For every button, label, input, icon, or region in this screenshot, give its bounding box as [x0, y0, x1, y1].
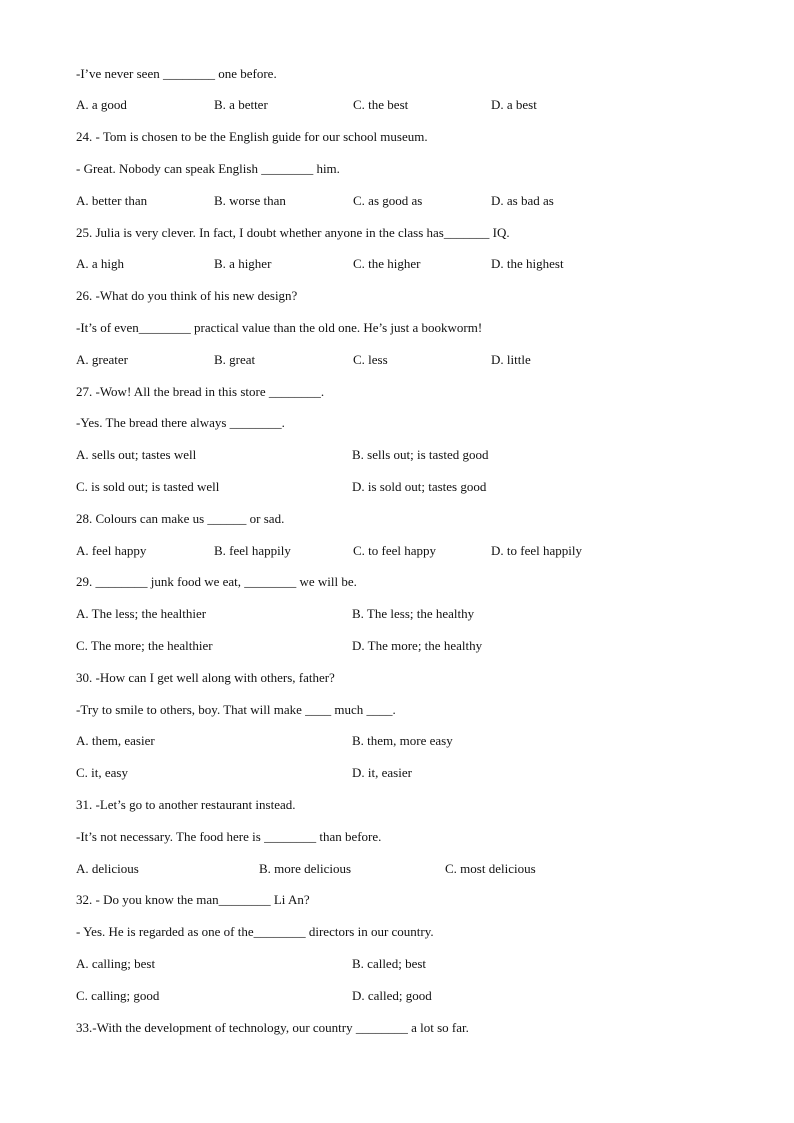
option-c: C. as good as: [353, 193, 423, 208]
question-32-options-row-2: [76, 988, 716, 1004]
option-b: B. sells out; is tasted good: [352, 447, 489, 462]
question-30-options-row-2: [76, 765, 716, 781]
option-c: C. The more; the healthier: [76, 638, 213, 653]
option-d: D. little: [491, 352, 531, 367]
option-c: C. the best: [353, 97, 409, 112]
question-30-stem-2: -Try to smile to others, boy. That will make ____ much ____.: [76, 702, 396, 717]
option-d: D. the highest: [491, 256, 564, 271]
question-23-options: [76, 97, 716, 113]
option-b: B. great: [214, 352, 256, 367]
option-b: B. called; best: [352, 956, 427, 971]
option-b: B. more delicious: [259, 861, 352, 876]
option-a: A. greater: [76, 352, 128, 367]
question-27-stem: 27. -Wow! All the bread in this store ________.: [76, 384, 325, 399]
question-27-options-row-1: [76, 447, 716, 463]
question-25-stem: 25. Julia is very clever. In fact, I doubt whether anyone in the class has_______ IQ.: [76, 225, 510, 240]
question-25-options: [76, 256, 716, 272]
option-c: C. is sold out; is tasted well: [76, 479, 220, 494]
option-c: C. the higher: [353, 256, 421, 271]
question-26-stem-2: -It’s of even________ practical value than the old one. He’s just a bookworm!: [76, 320, 483, 335]
option-d: D. it, easier: [352, 765, 412, 780]
option-c: C. to feel happy: [353, 543, 437, 558]
option-b: B. a better: [214, 97, 268, 112]
option-a: A. delicious: [76, 861, 139, 876]
option-b: B. them, more easy: [352, 733, 453, 748]
question-23-stem: -I’ve never seen ________ one before.: [76, 66, 277, 81]
option-d: D. a best: [491, 97, 537, 112]
question-32-stem-2: - Yes. He is regarded as one of the________ directors in our country.: [76, 924, 434, 939]
option-c: C. less: [353, 352, 388, 367]
question-27-options-row-2: [76, 479, 716, 495]
option-d: D. The more; the healthy: [352, 638, 483, 653]
option-c: C. most delicious: [445, 861, 536, 876]
option-d: D. is sold out; tastes good: [352, 479, 487, 494]
question-31-stem-2: -It’s not necessary. The food here is ________ than before.: [76, 829, 382, 844]
option-a: A. a high: [76, 256, 125, 271]
option-a: A. calling; best: [76, 956, 156, 971]
option-b: B. a higher: [214, 256, 272, 271]
option-b: B. feel happily: [214, 543, 291, 558]
question-31-stem: 31. -Let’s go to another restaurant instead.: [76, 797, 296, 812]
question-29-stem: 29. ________ junk food we eat, ________ we will be.: [76, 574, 357, 589]
option-a: A. feel happy: [76, 543, 147, 558]
question-31-options: [76, 861, 716, 877]
question-32-options-row-1: [76, 956, 716, 972]
option-c: C. it, easy: [76, 765, 128, 780]
question-30-options-row-1: [76, 733, 716, 749]
option-d: D. called; good: [352, 988, 432, 1003]
option-a: A. better than: [76, 193, 148, 208]
option-a: A. them, easier: [76, 733, 155, 748]
question-29-options-row-1: [76, 606, 716, 622]
option-a: A. a good: [76, 97, 127, 112]
option-c: C. calling; good: [76, 988, 160, 1003]
option-b: B. worse than: [214, 193, 286, 208]
question-33-stem: 33.-With the development of technology, our country ________ a lot so far.: [76, 1020, 469, 1035]
question-28-options: [76, 543, 716, 559]
question-32-stem: 32. - Do you know the man________ Li An?: [76, 892, 310, 907]
option-a: A. The less; the healthier: [76, 606, 207, 621]
question-30-stem: 30. -How can I get well along with others, father?: [76, 670, 335, 685]
option-b: B. The less; the healthy: [352, 606, 475, 621]
option-a: A. sells out; tastes well: [76, 447, 197, 462]
question-24-options: [76, 193, 716, 209]
question-24-stem-2: - Great. Nobody can speak English ________ him.: [76, 161, 340, 176]
option-d: D. as bad as: [491, 193, 554, 208]
question-24-stem: 24. - Tom is chosen to be the English guide for our school museum.: [76, 129, 428, 144]
question-26-options: [76, 352, 716, 368]
question-28-stem: 28. Colours can make us ______ or sad.: [76, 511, 285, 526]
question-29-options-row-2: [76, 638, 716, 654]
option-d: D. to feel happily: [491, 543, 582, 558]
question-26-stem: 26. -What do you think of his new design?: [76, 288, 298, 303]
question-27-stem-2: -Yes. The bread there always ________.: [76, 415, 285, 430]
